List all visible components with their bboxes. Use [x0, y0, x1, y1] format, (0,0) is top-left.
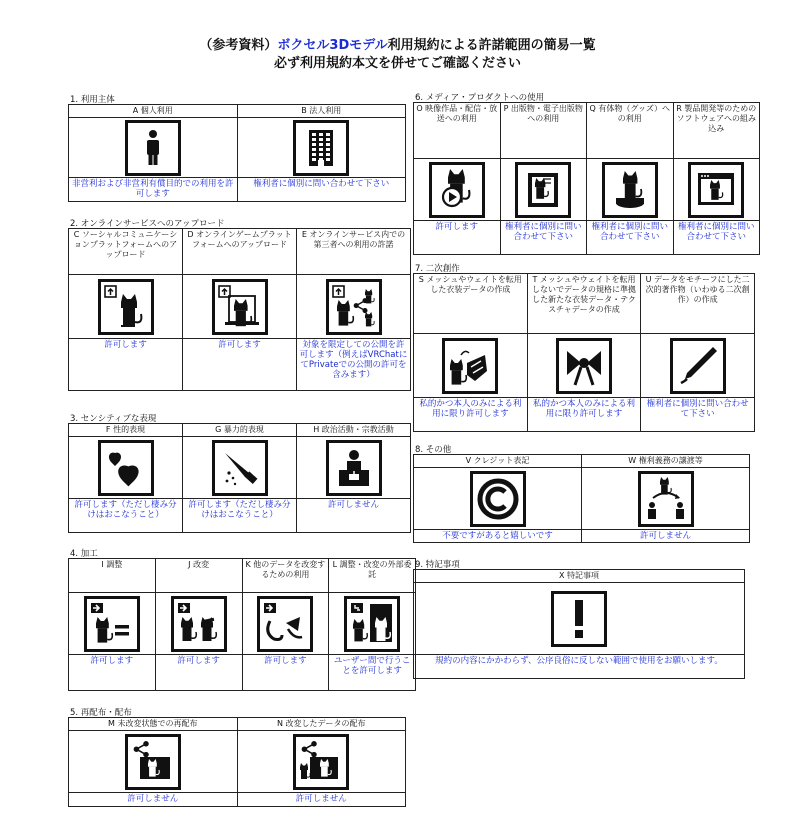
permission-text: 許可します（ただし棲み分けはおこなうこと）: [183, 499, 297, 533]
icon-cell: [242, 593, 329, 655]
section-label: 4. 加工: [70, 549, 98, 559]
icon-cell: [69, 437, 183, 499]
page-title: [0, 34, 795, 53]
transfer-icon: [638, 471, 694, 527]
adjust-icon: [84, 596, 140, 652]
permission-text: 許可します: [242, 655, 329, 691]
title-rest: 利用規約による許諾範囲の簡易一覧: [387, 38, 596, 53]
icon-cell: [500, 159, 587, 221]
permission-text: 許可しません: [297, 499, 411, 533]
icon-cell: [297, 437, 411, 499]
icon-cell: [237, 118, 406, 178]
permission-text: 規約の内容にかかわらず、公序良俗に反しない範囲で使用をお願いします。: [414, 655, 745, 679]
item-header: B 法人利用: [237, 105, 406, 118]
hearts-icon: [98, 440, 154, 496]
item-header: J 改変: [155, 559, 242, 593]
permission-text: 権利者に個別に問い合わせて下さい: [673, 221, 760, 255]
permission-text: 非営利および非営利有償目的での利用を許可します: [69, 178, 238, 202]
item-header: C ソーシャルコミュニケーションプラットフォームへのアップロード: [69, 229, 183, 275]
permission-text: 許可しません: [582, 530, 750, 543]
permission-table: [413, 454, 750, 543]
item-header: A 個人利用: [69, 105, 238, 118]
redistribute-icon: [125, 734, 181, 790]
copyright-icon: [470, 471, 526, 527]
permission-text: 許可しません: [237, 793, 406, 807]
item-header: M 未改変状態での再配布: [69, 718, 238, 731]
permission-text: 私的かつ本人のみによる利用に限り許可します: [527, 398, 641, 432]
icon-cell: [69, 731, 238, 793]
icon-cell: [297, 275, 411, 339]
item-header: K 他のデータを改変するための利用: [242, 559, 329, 593]
permission-text: 許可します（ただし棲み分けはおこなうこと）: [69, 499, 183, 533]
upload-game-icon: [212, 279, 268, 335]
permission-table: [68, 558, 416, 691]
section-label: 3. センシティブな表現: [70, 414, 157, 424]
person-icon: [125, 120, 181, 176]
icon-cell: [69, 275, 183, 339]
section-label: 5. 再配布・配布: [70, 708, 132, 718]
reuse-icon: [257, 596, 313, 652]
icon-cell: [183, 275, 297, 339]
permission-text: 私的かつ本人のみによる利用に限り許可します: [414, 398, 528, 432]
permission-text: 許可します: [69, 655, 156, 691]
exclamation-icon: [551, 591, 607, 647]
icon-cell: [414, 468, 582, 530]
item-header: N 改変したデータの配布: [237, 718, 406, 731]
pen-icon: [670, 338, 726, 394]
item-header: X 特記事項: [414, 570, 745, 583]
item-header: T メッシュやウェイトを転用しないでデータの規格に準拠した新たな衣装データ・テクスチャデータの作成: [527, 274, 641, 334]
permission-text: 権利者に個別に問い合わせて下さい: [587, 221, 674, 255]
title-open: （参考資料）: [199, 38, 278, 53]
outsource-icon: [344, 596, 400, 652]
icon-cell: [69, 593, 156, 655]
permission-table: [68, 717, 406, 807]
item-header: F 性的表現: [69, 424, 183, 437]
icon-cell: [587, 159, 674, 221]
item-header: Q 有体物（グッズ）への利用: [587, 103, 674, 159]
icon-cell: [183, 437, 297, 499]
section-label: 6. メディア・プロダクトへの使用: [415, 93, 545, 103]
software-icon: [688, 162, 744, 218]
permission-text: 不要ですがあると嬉しいです: [414, 530, 582, 543]
icon-cell: [641, 334, 755, 398]
permission-table: [413, 102, 760, 255]
permission-text: 許可しません: [69, 793, 238, 807]
podium-icon: [326, 440, 382, 496]
icon-cell: [673, 159, 760, 221]
icon-cell: [237, 731, 406, 793]
item-header: I 調整: [69, 559, 156, 593]
permission-text: ユーザー間で行うことを許可します: [329, 655, 416, 691]
figure-icon: [602, 162, 658, 218]
knife-icon: [212, 440, 268, 496]
permission-text: 許可します: [183, 339, 297, 391]
icon-cell: [414, 334, 528, 398]
item-header: S メッシュやウェイトを転用した衣装データの作成: [414, 274, 528, 334]
permission-table: [413, 569, 745, 679]
permission-table: [68, 423, 411, 533]
permission-text: 権利者に個別に問い合わせて下さい: [641, 398, 755, 432]
item-header: E オンラインサービス内での第三者への利用の許諾: [297, 229, 411, 275]
icon-cell: [582, 468, 750, 530]
upload-avatar-icon: [98, 279, 154, 335]
section-label: 2. オンラインサービスへのアップロード: [70, 219, 225, 229]
item-header: V クレジット表記: [414, 455, 582, 468]
distribute-modified-icon: [293, 734, 349, 790]
permission-text: 対象を限定しての公開を許可します（例えばVRChatにてPrivateでの公開の許可を含みます）: [297, 339, 411, 391]
item-header: H 政治活動・宗教活動: [297, 424, 411, 437]
item-header: P 出版物・電子出版物への利用: [500, 103, 587, 159]
video-icon: [429, 162, 485, 218]
item-header: R 製品開発等のためのソフトウェアへの組み込み: [673, 103, 760, 159]
title-highlight: ボクセル3Dモデル: [277, 38, 388, 53]
item-header: U データをモチーフにした二次的著作物（いわゆる二次創作）の作成: [641, 274, 755, 334]
page-subtitle: 必ず利用規約本文を併せてご確認ください: [273, 56, 521, 71]
upload-share-icon: [326, 279, 382, 335]
permission-text: 許可します: [69, 339, 183, 391]
icon-cell: [329, 593, 416, 655]
icon-cell: [414, 583, 745, 655]
item-header: O 映像作品・配信・放送への利用: [414, 103, 501, 159]
permission-text: 許可します: [155, 655, 242, 691]
permission-text: 権利者に個別に問い合わせて下さい: [237, 178, 406, 202]
permission-text: 権利者に個別に問い合わせて下さい: [500, 221, 587, 255]
icon-cell: [414, 159, 501, 221]
section-label: 8. その他: [415, 445, 452, 455]
item-header: G 暴力的表現: [183, 424, 297, 437]
bow-icon: [556, 338, 612, 394]
item-header: L 調整・改変の外部委託: [329, 559, 416, 593]
building-icon: [293, 120, 349, 176]
item-header: W 権利義務の譲渡等: [582, 455, 750, 468]
permission-table: [68, 228, 411, 391]
icon-cell: [527, 334, 641, 398]
section-label: 9. 特記事項: [415, 560, 460, 570]
icon-cell: [155, 593, 242, 655]
permission-table: [68, 104, 406, 202]
mesh-icon: [442, 338, 498, 394]
section-label: 7. 二次創作: [415, 264, 460, 274]
publication-icon: [515, 162, 571, 218]
permission-table: [413, 273, 755, 432]
modify-icon: [171, 596, 227, 652]
section-label: 1. 利用主体: [70, 95, 115, 105]
item-header: D オンラインゲームプラットフォームへのアップロード: [183, 229, 297, 275]
permission-text: 許可します: [414, 221, 501, 255]
icon-cell: [69, 118, 238, 178]
